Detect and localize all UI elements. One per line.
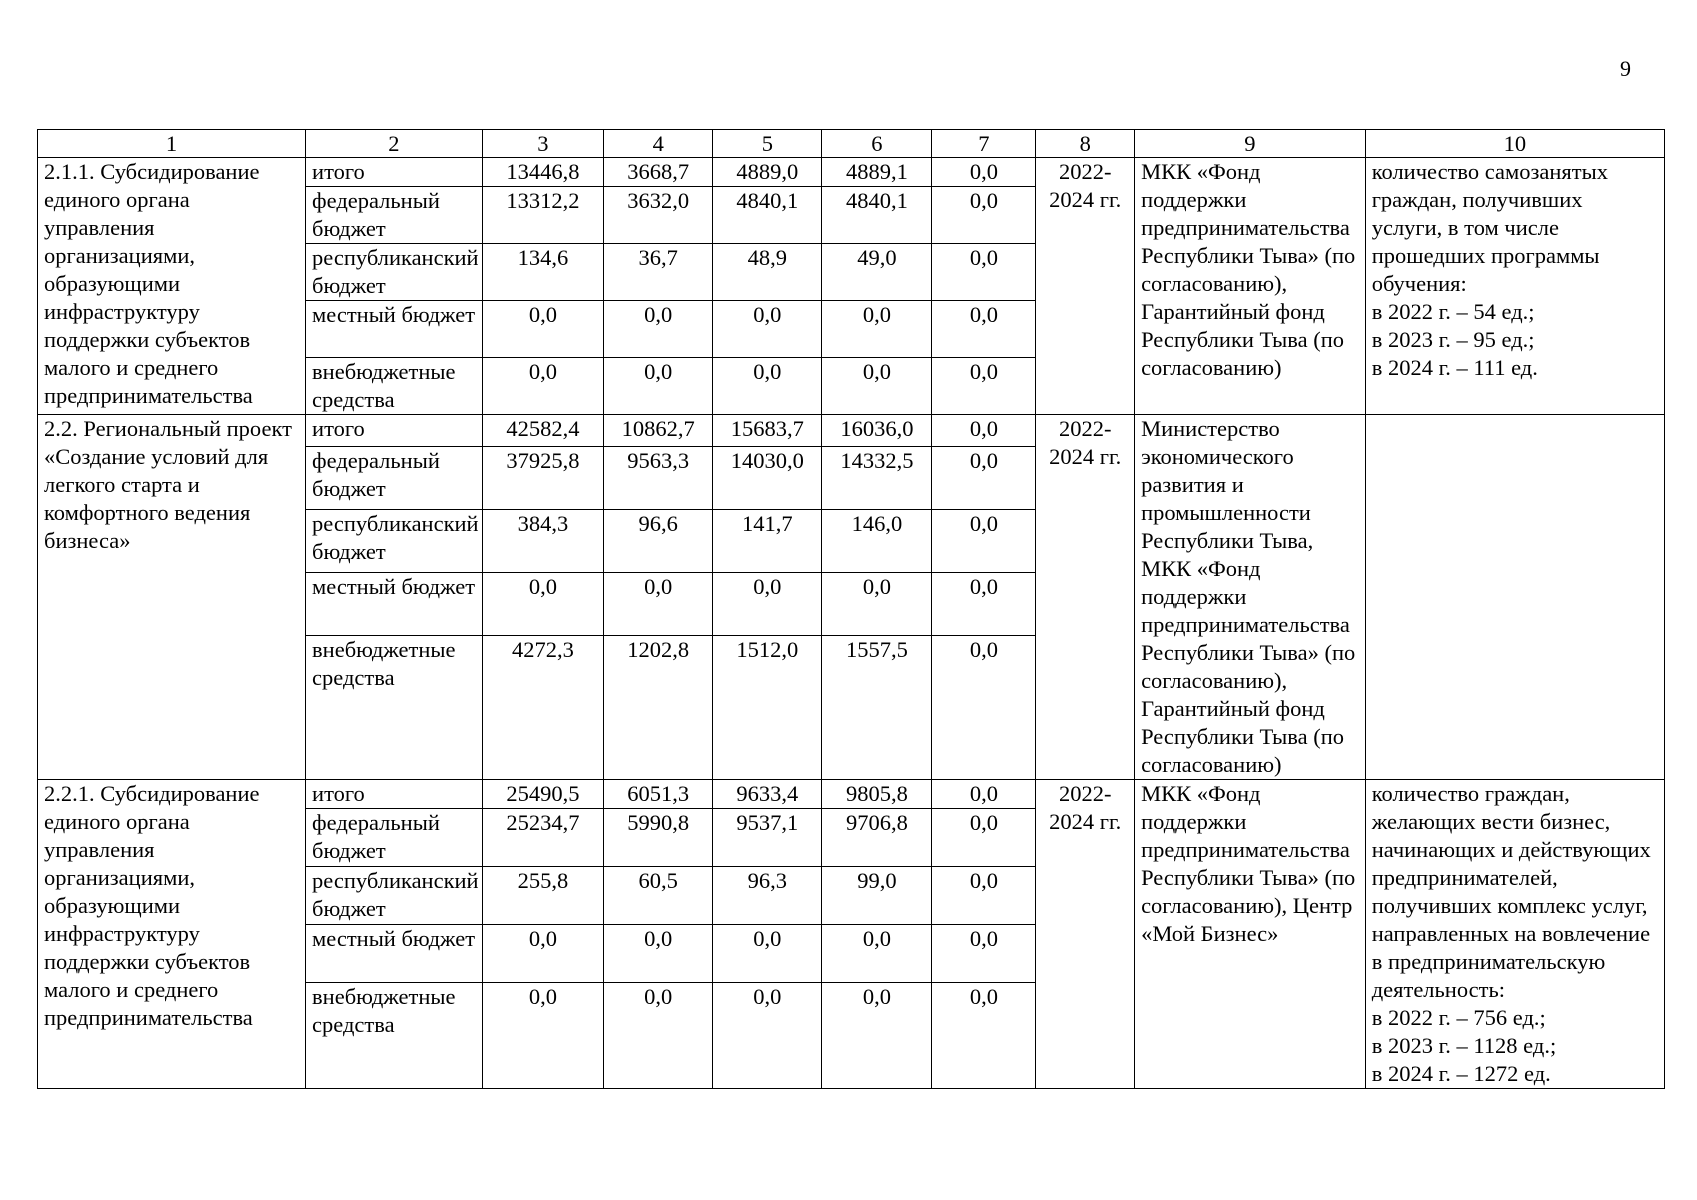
implementation-period: 2022-2024 гг.: [1036, 780, 1135, 1089]
amount-cell: 0,0: [822, 572, 932, 635]
amount-cell: 3668,7: [604, 158, 713, 187]
funding-source: внебюджетные средства: [306, 635, 483, 780]
indicator-line: в 2023 г. – 1128 ед.;: [1371, 1033, 1557, 1058]
column-header: 8: [1036, 130, 1135, 158]
amount-cell: 0,0: [932, 635, 1036, 780]
amount-cell: 0,0: [604, 982, 713, 1088]
implementation-period: 2022-2024 гг.: [1036, 415, 1135, 780]
amount-cell: 0,0: [604, 301, 713, 358]
indicator-line: в 2022 г. – 756 ед.;: [1371, 1005, 1546, 1030]
funding-source: федеральный бюджет: [306, 446, 483, 509]
amount-cell: 146,0: [822, 509, 932, 572]
amount-cell: 4889,1: [822, 158, 932, 187]
amount-cell: 0,0: [932, 509, 1036, 572]
amount-cell: 1557,5: [822, 635, 932, 780]
funding-source: федеральный бюджет: [306, 809, 483, 867]
amount-cell: 25234,7: [482, 809, 604, 867]
funding-source: местный бюджет: [306, 301, 483, 358]
amount-cell: 0,0: [713, 924, 822, 982]
amount-cell: 36,7: [604, 244, 713, 301]
indicator-line: количество самозанятых граждан, получивших услуги, в том числе прошедших программы обучения:: [1371, 159, 1608, 296]
amount-cell: 96,3: [713, 867, 822, 925]
indicator-line: в 2022 г. – 54 ед.;: [1371, 299, 1535, 324]
amount-cell: 1202,8: [604, 635, 713, 780]
funding-source: местный бюджет: [306, 924, 483, 982]
amount-cell: 4840,1: [713, 187, 822, 244]
responsible-executor: МКК «Фонд поддержки предпринимательства Республики Тыва» (по согласованию), Центр «Мой Бизнес»: [1135, 780, 1366, 1089]
implementation-period: 2022-2024 гг.: [1036, 158, 1135, 415]
amount-cell: 0,0: [482, 572, 604, 635]
amount-cell: 134,6: [482, 244, 604, 301]
amount-cell: 9633,4: [713, 780, 822, 809]
amount-cell: 10862,7: [604, 415, 713, 447]
amount-cell: 9563,3: [604, 446, 713, 509]
amount-cell: 0,0: [932, 572, 1036, 635]
amount-cell: 60,5: [604, 867, 713, 925]
amount-cell: 0,0: [713, 982, 822, 1088]
amount-cell: 0,0: [822, 982, 932, 1088]
measure-title: 2.1.1. Субсидирование единого органа управления организациями, образующими инфраструктуру поддержки субъектов малого и среднего предпринимательства: [38, 158, 306, 415]
amount-cell: 0,0: [482, 358, 604, 415]
funding-source: республиканский бюджет: [306, 867, 483, 925]
amount-cell: 1512,0: [713, 635, 822, 780]
amount-cell: 25490,5: [482, 780, 604, 809]
amount-cell: 96,6: [604, 509, 713, 572]
amount-cell: 0,0: [932, 446, 1036, 509]
amount-cell: 0,0: [932, 358, 1036, 415]
funding-source: местный бюджет: [306, 572, 483, 635]
amount-cell: 4272,3: [482, 635, 604, 780]
funding-source: итого: [306, 415, 483, 447]
amount-cell: 13446,8: [482, 158, 604, 187]
amount-cell: 0,0: [932, 158, 1036, 187]
amount-cell: 4840,1: [822, 187, 932, 244]
amount-cell: 0,0: [932, 924, 1036, 982]
target-indicator: [1365, 415, 1664, 780]
funding-source: внебюджетные средства: [306, 358, 483, 415]
amount-cell: 9537,1: [713, 809, 822, 867]
amount-cell: 0,0: [482, 301, 604, 358]
amount-cell: 0,0: [932, 244, 1036, 301]
amount-cell: 0,0: [482, 924, 604, 982]
amount-cell: 15683,7: [713, 415, 822, 447]
column-header: 5: [713, 130, 822, 158]
amount-cell: 9706,8: [822, 809, 932, 867]
amount-cell: 0,0: [932, 780, 1036, 809]
amount-cell: 0,0: [604, 358, 713, 415]
amount-cell: 0,0: [822, 358, 932, 415]
indicator-line: в 2024 г. – 111 ед.: [1371, 355, 1538, 380]
column-header: 10: [1365, 130, 1664, 158]
amount-cell: 0,0: [713, 358, 822, 415]
table-row: [38, 780, 1665, 809]
amount-cell: 14332,5: [822, 446, 932, 509]
column-header: 6: [822, 130, 932, 158]
column-header: 7: [932, 130, 1036, 158]
responsible-executor: Министерство экономического развития и промышленности Республики Тыва, МКК «Фонд поддержки предпринимательства Республики Тыва» (по согласованию), Гарантийный фонд Республики Тыва (по согласованию): [1135, 415, 1366, 780]
amount-cell: 0,0: [932, 867, 1036, 925]
column-header: 3: [482, 130, 604, 158]
indicator-line: в 2024 г. – 1272 ед.: [1371, 1061, 1551, 1086]
target-indicator: [1365, 780, 1664, 1089]
amount-cell: 0,0: [932, 809, 1036, 867]
amount-cell: 384,3: [482, 509, 604, 572]
amount-cell: 0,0: [604, 572, 713, 635]
amount-cell: 48,9: [713, 244, 822, 301]
amount-cell: 0,0: [932, 187, 1036, 244]
column-header: 9: [1135, 130, 1366, 158]
column-header: 4: [604, 130, 713, 158]
amount-cell: 42582,4: [482, 415, 604, 447]
amount-cell: 6051,3: [604, 780, 713, 809]
amount-cell: 16036,0: [822, 415, 932, 447]
amount-cell: 49,0: [822, 244, 932, 301]
table-row: [38, 158, 1665, 187]
amount-cell: 0,0: [932, 415, 1036, 447]
amount-cell: 37925,8: [482, 446, 604, 509]
amount-cell: 5990,8: [604, 809, 713, 867]
funding-source: республиканский бюджет: [306, 509, 483, 572]
table-body: [38, 158, 1665, 1089]
indicator-line: в 2023 г. – 95 ед.;: [1371, 327, 1535, 352]
funding-source: итого: [306, 780, 483, 809]
amount-cell: 255,8: [482, 867, 604, 925]
measure-title: 2.2. Региональный проект «Создание условий для легкого старта и комфортного ведения бизнеса»: [38, 415, 306, 780]
funding-source: федеральный бюджет: [306, 187, 483, 244]
amount-cell: 14030,0: [713, 446, 822, 509]
funding-source: республиканский бюджет: [306, 244, 483, 301]
amount-cell: 9805,8: [822, 780, 932, 809]
measure-title: 2.2.1. Субсидирование единого органа управления организациями, образующими инфраструктуру поддержки субъектов малого и среднего предпринимательства: [38, 780, 306, 1089]
amount-cell: 3632,0: [604, 187, 713, 244]
target-indicator: [1365, 158, 1664, 415]
amount-cell: 0,0: [822, 301, 932, 358]
amount-cell: 141,7: [713, 509, 822, 572]
amount-cell: 0,0: [713, 301, 822, 358]
amount-cell: 0,0: [713, 572, 822, 635]
funding-source: внебюджетные средства: [306, 982, 483, 1088]
indicator-line: количество граждан, желающих вести бизнес, начинающих и действующих предпринимателей, получивших комплекс услуг, направленных на вовлечение в предпринимательскую деятельность:: [1371, 781, 1651, 1002]
responsible-executor: МКК «Фонд поддержки предпринимательства Республики Тыва» (по согласованию), Гарантийный фонд Республики Тыва (по согласованию): [1135, 158, 1366, 415]
amount-cell: 0,0: [822, 924, 932, 982]
table-row: [38, 415, 1665, 447]
column-header: 2: [306, 130, 483, 158]
amount-cell: 0,0: [932, 301, 1036, 358]
column-number-row: [38, 130, 1665, 158]
amount-cell: 0,0: [932, 982, 1036, 1088]
amount-cell: 0,0: [482, 982, 604, 1088]
amount-cell: 4889,0: [713, 158, 822, 187]
amount-cell: 0,0: [604, 924, 713, 982]
column-header: 1: [38, 130, 306, 158]
funding-source: итого: [306, 158, 483, 187]
page-number: 9: [1620, 56, 1631, 81]
budget-table: [37, 129, 1665, 1089]
amount-cell: 99,0: [822, 867, 932, 925]
amount-cell: 13312,2: [482, 187, 604, 244]
